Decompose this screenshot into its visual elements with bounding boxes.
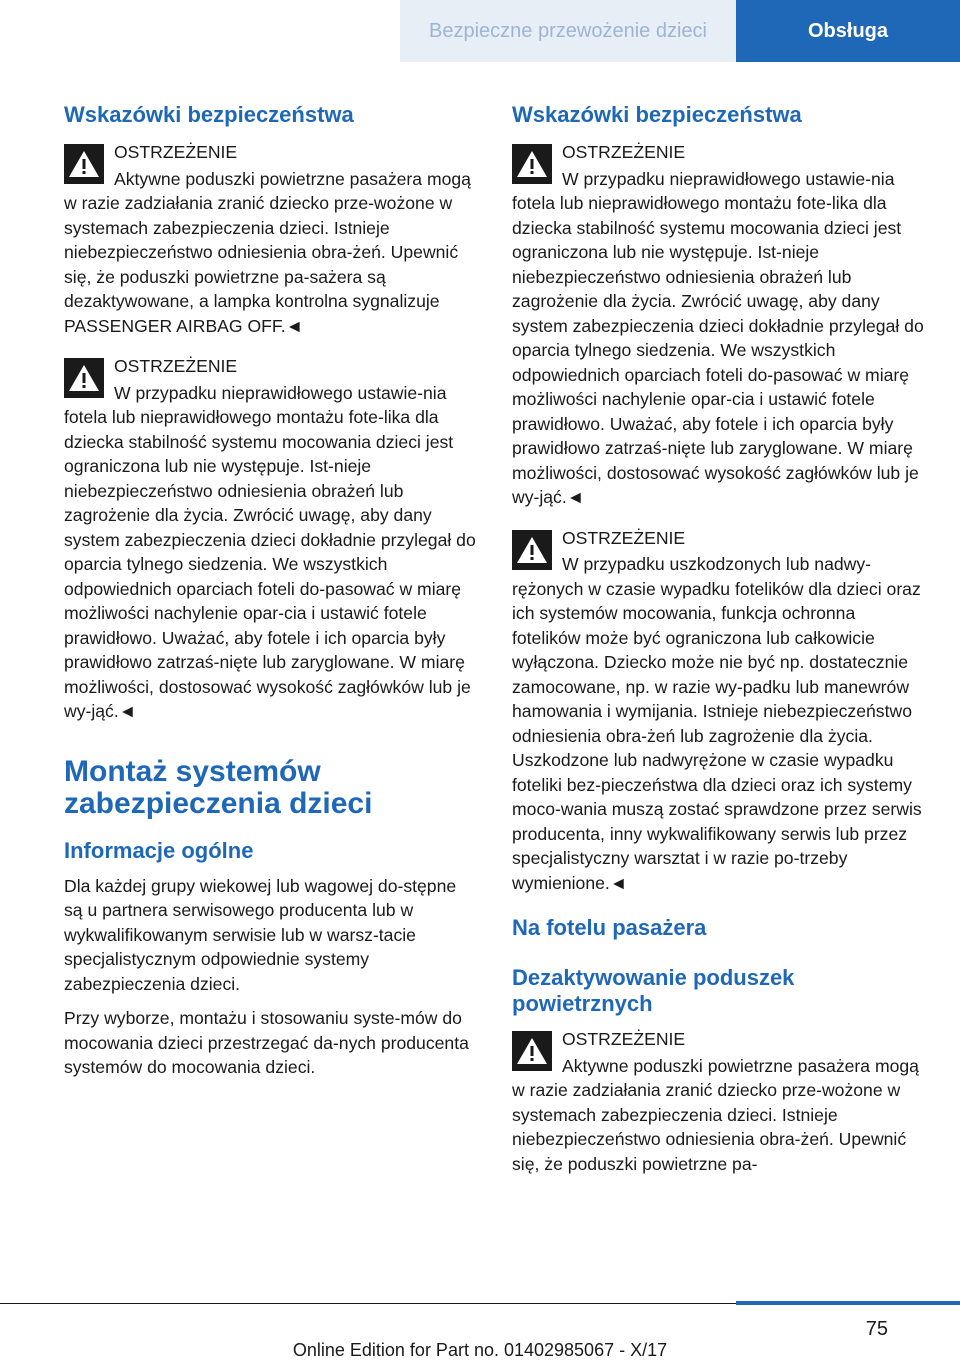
- header-chapter-tab: Obsługa: [736, 0, 960, 62]
- right-column: [512, 100, 926, 1192]
- warning-triangle-icon: [512, 1031, 552, 1071]
- left-column: [64, 100, 478, 1090]
- header-section-title: Bezpieczne przewożenie dzieci: [400, 0, 736, 62]
- warning-label: OSTRZEŻENIE: [114, 142, 238, 162]
- safety-tips-heading: Wskazówki bezpieczeństwa: [64, 102, 354, 127]
- warning-label: OSTRZEŻENIE: [562, 527, 686, 548]
- warning-triangle-icon: [64, 358, 104, 398]
- warning-block: [512, 526, 926, 896]
- safety-tips-heading: Wskazówki bezpieczeństwa: [512, 102, 802, 127]
- warning-triangle-icon: [512, 530, 552, 570]
- warning-text: Aktywne poduszki powietrzne pasażera mogą w razie zadziałania zranić dziecko prze-wożone w systemach zabezpieczenia dzieci. Istnieje niebezpieczeństwo odniesienia obra-żeń. Upewnić się, że poduszki powietrzne pa-sażera są dezaktywowane, a lampka kontrolna sygnalizuje PASSENGER AIRBAG OFF.◄: [64, 168, 471, 336]
- page-number: 75: [865, 1318, 888, 1340]
- subsection-heading: Dezaktywowanie poduszek powietrznych: [512, 965, 795, 1016]
- paragraph: Dla każdej grupy wiekowej lub wagowej do-stępne są u partnera serwisowego producenta lub w wykwalifikowanym serwisie lub w warsz-tacie specjalistycznym odpowiednie systemy zabezpieczenia dzieci.: [64, 875, 457, 994]
- paragraph: Przy wyborze, montażu i stosowaniu syste-mów do mocowania dzieci przestrzegać da-nych producenta systemów do mocowania dzieci.: [64, 1008, 469, 1077]
- warning-text: Aktywne poduszki powietrzne pasażera mogą w razie zadziałania zranić dziecko prze-wożone w systemach zabezpieczenia dzieci. Istnieje niebezpieczeństwo odniesienia obra-żeń. Upewnić się, że poduszki powietrzne pa-: [512, 1055, 919, 1174]
- warning-label: OSTRZEŻENIE: [114, 356, 238, 376]
- section-heading: Na fotelu pasażera: [512, 915, 707, 940]
- warning-text: W przypadku nieprawidłowego ustawie-nia fotela lub nieprawidłowego montażu fote-lika dla dziecka stabilność systemu mocowania dzieci jest ograniczona lub nie występuje. Ist-nieje niebezpieczeństwo odniesienia obrażeń lub zagrożenie dla życia. Zwrócić uwagę, aby dany system zabezpieczenia dzieci dokładnie przylegał do oparcia tylnego siedzenia. We wszystkich odpowiednich oparciach foteli do-pasować w miarę możliwości nachylenie opar-cia i ustawić fotele prawidłowo. Uważać, aby fotele i ich oparcia były prawidłowo zatrzaś-nięte lub zaryglowane. W miarę możliwości, dostosować wysokość zagłówków lub je wy-jąć.◄: [64, 382, 476, 721]
- section-heading: Montaż systemów zabezpieczenia dzieci: [64, 754, 373, 820]
- warning-label: OSTRZEŻENIE: [562, 1029, 686, 1049]
- footer-rule-accent: [736, 1301, 960, 1305]
- warning-block: [64, 140, 478, 338]
- warning-triangle-icon: [512, 144, 552, 184]
- warning-block: [512, 140, 926, 510]
- warning-text: W przypadku nieprawidłowego ustawie-nia fotela lub nieprawidłowego montażu fote-lika dla dziecka stabilność systemu mocowania dzieci jest ograniczona lub nie występuje. Ist-nieje niebezpieczeństwo odniesienia obrażeń lub zagrożenie dla życia. Zwrócić uwagę, aby dany system zabezpieczenia dzieci dokładnie przylegał do oparcia tylnego siedzenia. We wszystkich odpowiednich oparciach foteli do-pasować w miarę możliwości nachylenie opar-cia i ustawić fotele prawidłowo. Uważać, aby fotele i ich oparcia były prawidłowo zatrzaś-nięte lub zaryglowane. W miarę możliwości, dostosować wysokość zagłówków lub je wy-jąć.◄: [512, 168, 924, 507]
- footer-edition-text: Online Edition for Part no. 01402985067 - X/17: [292, 1340, 668, 1360]
- warning-text: W przypadku uszkodzonych lub nadwy-rężonych w czasie wypadku fotelików dla dzieci oraz ich systemów mocowania, funkcja ochronna fotelików może być ograniczona lub całkowicie wyłączona. Dziecko może nie być np. dostatecznie zamocowane, np. w razie wy-padku lub manewrów hamowania i wymijania. Istnieje niebezpieczeństwo odniesienia obra-żeń lub zagrożenie dla życia. Uszkodzone lub nadwyrężone w czasie wypadku foteliki bez-pieczeństwa dla dzieci oraz ich systemy moco-wania muszą zostać sprawdzone przez serwis producenta, inny wykwalifikowany serwis lub przez specjalistyczny warsztat i w razie po-trzeby wymienione.◄: [512, 554, 922, 893]
- warning-block: [64, 354, 478, 724]
- warning-block: [512, 1027, 926, 1176]
- warning-triangle-icon: [64, 144, 104, 184]
- warning-label: OSTRZEŻENIE: [562, 142, 686, 162]
- subsection-heading: Informacje ogólne: [64, 837, 254, 863]
